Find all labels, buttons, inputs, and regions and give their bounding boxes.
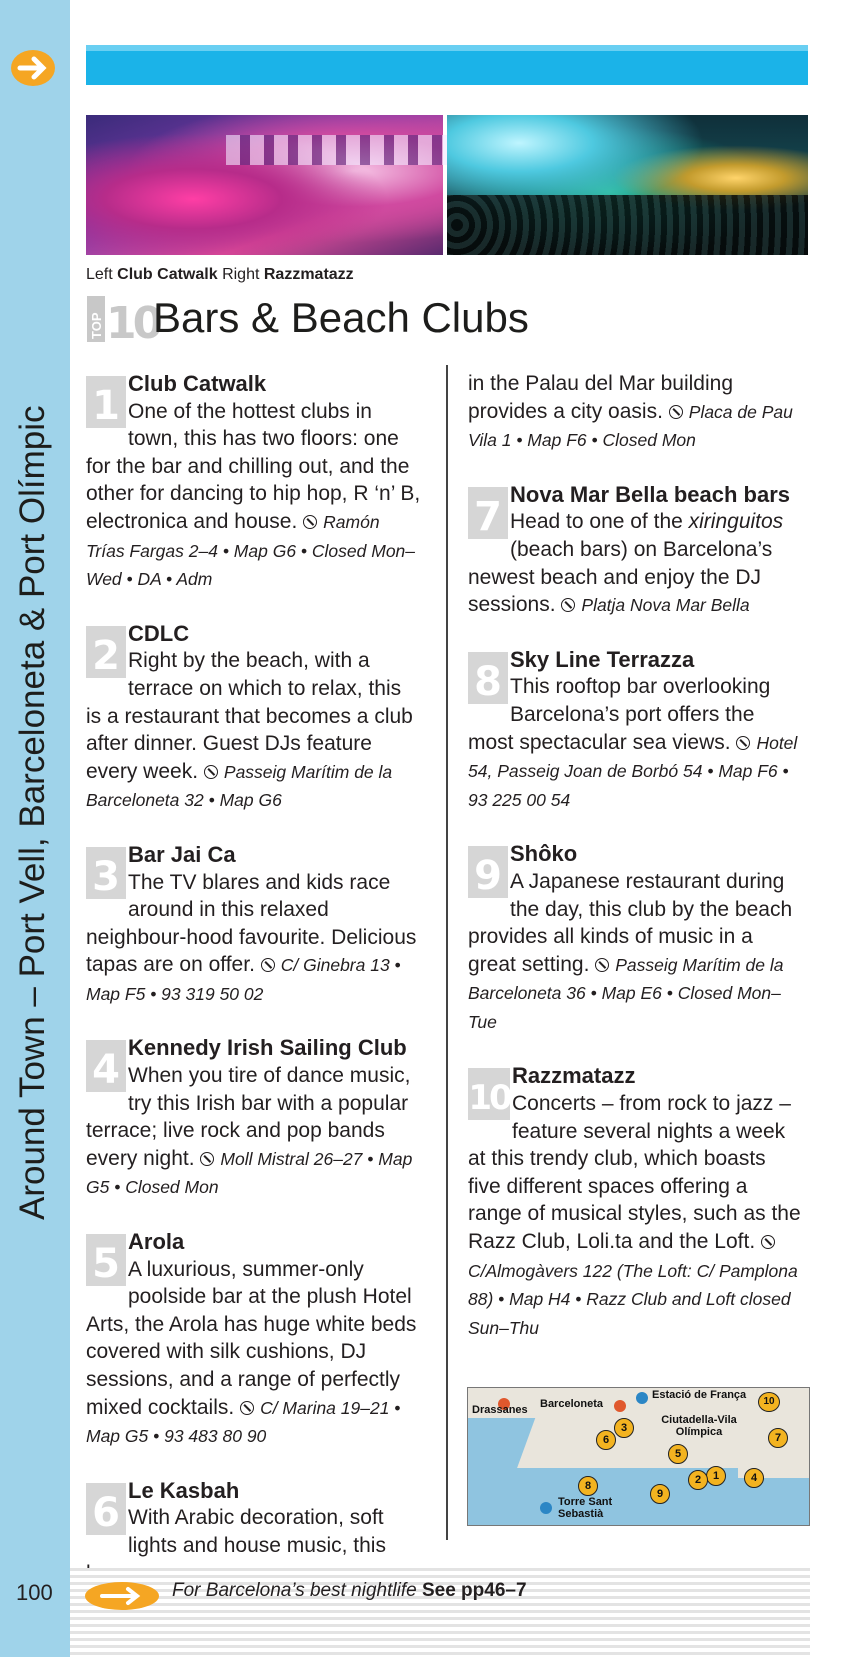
item-address: Passeig Marítim de la Barceloneta 36 • Map E6 • Closed Mon–Tue bbox=[468, 954, 784, 1032]
list-item bbox=[86, 620, 422, 815]
item-text: This rooftop bar overlooking Barcelona’s port offers the most spectacular sea views. bbox=[468, 675, 771, 754]
list-item bbox=[86, 841, 422, 1009]
item-text: Concerts – from rock to jazz – feature several nights a week at this trendy club, which boasts five different spaces offering a range of musical styles, such as the Razz Club, Loli.ta and the Loft. bbox=[468, 1092, 801, 1254]
item-number: 2 bbox=[86, 626, 126, 678]
item-address: Platja Nova Mar Bella bbox=[581, 595, 750, 616]
cross-reference: For Barcelona’s best nightlife See pp46–7 bbox=[172, 1580, 527, 1601]
page-heading: Bars & Beach Clubs bbox=[153, 294, 529, 341]
map-pin: 8 bbox=[578, 1476, 598, 1496]
item-address: C/ Marina 19–21 • Map G5 • 93 483 80 90 bbox=[86, 1397, 401, 1447]
item-address: C/ Ginebra 13 • Map F5 • 93 319 50 02 bbox=[86, 955, 401, 1004]
arrow-right-icon bbox=[84, 1581, 160, 1611]
map-label: Barceloneta bbox=[540, 1398, 603, 1410]
photo-caption: Left Club Catwalk Right Razzmatazz bbox=[86, 266, 354, 283]
locator-map bbox=[467, 1387, 810, 1526]
item-number: 7 bbox=[468, 487, 508, 539]
map-label: Estació de França bbox=[652, 1389, 747, 1401]
item-address: Placa de Pau Vila 1 • Map F6 • Closed Mon bbox=[468, 401, 793, 451]
address-icon bbox=[200, 1152, 214, 1166]
address-icon bbox=[595, 958, 609, 972]
list-item-continued bbox=[468, 370, 804, 455]
map-pin: 10 bbox=[758, 1392, 780, 1412]
item-title: Shôko bbox=[510, 841, 578, 867]
item-text: One of the hottest clubs in town, this has two floors: one for the bar and chilling out, and the other for dancing to hip hop, R ‘n’ B, electronica and house. bbox=[86, 399, 421, 533]
item-number: 5 bbox=[86, 1234, 126, 1286]
item-number: 3 bbox=[86, 847, 126, 899]
item-title: Bar Jai Ca bbox=[128, 841, 236, 867]
item-title: Nova Mar Bella beach bars bbox=[510, 481, 791, 507]
address-icon bbox=[561, 598, 575, 612]
top10-badge-icon bbox=[87, 296, 160, 349]
item-title: Kennedy Irish Sailing Club bbox=[128, 1035, 407, 1061]
item-number: 1 bbox=[86, 376, 126, 428]
item-address: C/Almogàvers 122 (The Loft: C/ Pamplona 88) • Map H4 • Razz Club and Loft closed Sun–Thu bbox=[468, 1260, 798, 1338]
map-label: Torre Sant Sebastià bbox=[558, 1496, 613, 1520]
map-label: Drassanes bbox=[472, 1404, 528, 1416]
left-column bbox=[86, 370, 422, 1613]
item-number: 8 bbox=[468, 652, 508, 704]
list-item bbox=[86, 1034, 422, 1202]
list-item bbox=[86, 370, 422, 594]
column-divider bbox=[446, 365, 448, 1540]
list-item bbox=[86, 1228, 422, 1451]
arrow-right-icon bbox=[10, 48, 56, 88]
item-text: A Japanese restaurant during the day, this club by the beach provides all kinds of music in a great setting. bbox=[468, 869, 793, 976]
item-address: Hotel 54, Passeig Joan de Borbó 54 • Map F6 • 93 225 00 54 bbox=[468, 732, 798, 810]
address-icon bbox=[303, 515, 317, 529]
item-title: Le Kasbah bbox=[128, 1477, 240, 1503]
item-title: Club Catwalk bbox=[128, 371, 267, 396]
item-text: With Arabic decoration, soft lights and house music, this bbox=[128, 1506, 386, 1557]
header-band bbox=[86, 45, 808, 85]
list-item bbox=[468, 840, 804, 1036]
item-address: Moll Mistral 26–27 • Map G5 • Closed Mon bbox=[86, 1148, 413, 1198]
map-pin: 5 bbox=[668, 1444, 688, 1464]
item-text: Right by the beach, with a terrace on which to relax, this is a restaurant that becomes a club after dinner. Guest DJs feature every week. bbox=[86, 649, 413, 783]
item-number: 6 bbox=[86, 1483, 126, 1535]
item-text: The TV blares and kids race around in this relaxed neighbour-hood favourite. Delicious tapas are on offer. bbox=[86, 870, 417, 977]
sidebar bbox=[0, 0, 70, 1657]
item-number: 9 bbox=[468, 846, 508, 898]
svg-text:TOP: TOP bbox=[89, 312, 104, 339]
map-label: Ciutadella-Vila Olímpica bbox=[661, 1414, 737, 1438]
map-pin: 3 bbox=[614, 1418, 634, 1438]
item-number: 4 bbox=[86, 1040, 126, 1092]
item-title: CDLC bbox=[128, 620, 190, 646]
list-item bbox=[468, 646, 804, 815]
address-icon bbox=[669, 405, 683, 419]
address-icon bbox=[761, 1235, 775, 1249]
map-pin: 9 bbox=[650, 1484, 670, 1504]
map-pin: 2 bbox=[688, 1470, 708, 1490]
item-text: in the Palau del Mar building provides a city oasis. bbox=[468, 372, 734, 423]
map-pin: 4 bbox=[744, 1468, 764, 1488]
right-column bbox=[468, 370, 804, 1368]
list-item bbox=[468, 1062, 804, 1342]
svg-text:10: 10 bbox=[106, 298, 160, 349]
address-icon bbox=[261, 958, 275, 972]
item-title: Arola bbox=[128, 1229, 185, 1255]
address-icon bbox=[204, 765, 218, 779]
item-text: Head to one of the xiringuitos (beach bars) on Barcelona’s newest beach and enjoy the DJ sessions. bbox=[468, 510, 784, 617]
club-catwalk-photo bbox=[86, 115, 443, 255]
address-icon bbox=[736, 736, 750, 750]
razzmatazz-photo bbox=[447, 115, 808, 255]
item-number: 10 bbox=[468, 1068, 510, 1120]
item-address: Ramón Trías Fargas 2–4 • Map G6 • Closed Mon–Wed • DA • Adm bbox=[86, 511, 416, 590]
item-address: Passeig Marítim de la Barceloneta 32 • Map G6 bbox=[86, 761, 393, 811]
item-text: A luxurious, summer-only poolside bar at the plush Hotel Arts, the Arola has huge white beds covered with silk cushions, DJ sessions, and a range of perfectly mixed cocktails. bbox=[86, 1257, 417, 1419]
map-pin: 6 bbox=[596, 1430, 616, 1450]
page-number: 100 bbox=[16, 1580, 53, 1605]
item-title: Sky Line Terrazza bbox=[510, 646, 695, 672]
item-title: Razzmatazz bbox=[512, 1063, 636, 1089]
list-item bbox=[468, 481, 804, 620]
map-pin: 1 bbox=[706, 1466, 726, 1486]
address-icon bbox=[240, 1401, 254, 1415]
item-text: When you tire of dance music, try this Irish bar with a popular terrace; live rock and pop bands every night. bbox=[86, 1064, 411, 1170]
map-pin: 7 bbox=[768, 1428, 788, 1448]
section-title: Around Town – Port Vell, Barceloneta & Port Olímpic bbox=[13, 405, 52, 1220]
